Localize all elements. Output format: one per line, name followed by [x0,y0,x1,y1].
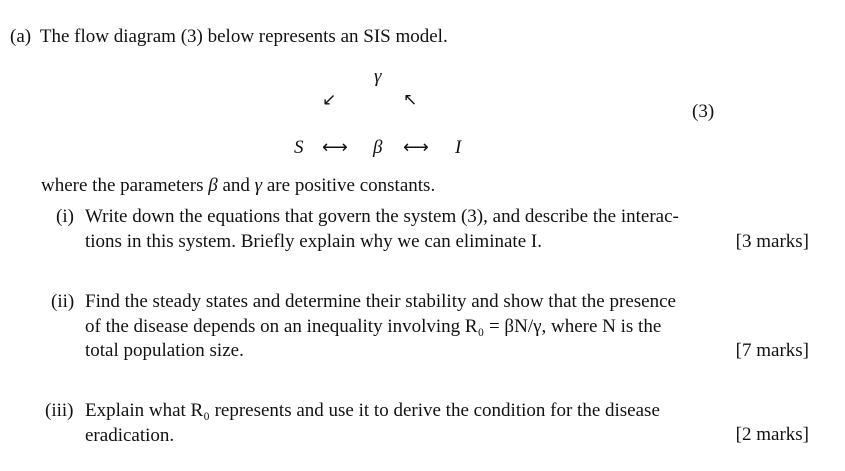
equation-number: (3) [692,101,715,122]
where-prefix: where the parameters [41,175,209,196]
part-ii-line-3: total population size. [85,340,244,361]
node-i: I [455,137,462,158]
question-header [10,26,448,48]
part-ii-label: (ii) [51,291,75,312]
part-i-line-1: Write down the equations that govern the system (3), and describe the interac- [85,206,679,227]
gamma-symbol: γ [374,66,382,87]
node-beta: β [373,137,383,158]
part-ii-line-1: Find the steady states and determine their stability and show that the presence [85,291,676,312]
question-label: (a) [10,26,32,47]
node-s: S [294,137,304,158]
double-arrow-s-beta-icon: ⟷ [322,137,348,158]
part-iii-line-2: eradication. [85,424,175,446]
where-mid: and [217,175,255,196]
where-suffix: are positive constants. [262,175,436,196]
arrow-down-left-icon: ↙ [322,90,337,110]
part-ii-line-2: of the disease depends on an inequality involving R₀ = βN/γ, where N is the [85,315,662,337]
part-i-text [85,205,725,254]
where-beta: β [208,175,218,196]
part-i-label: (i) [56,206,74,227]
where-gamma: γ [254,175,263,196]
part-ii-marks: [7 marks] [735,340,809,361]
part-ii-text [85,290,725,364]
part-iii-marks: [2 marks] [735,424,809,445]
part-i-marks: [3 marks] [735,231,809,252]
parameters-sentence [41,175,435,197]
part-i-line-2: tions in this system. Briefly explain why we can eliminate I. [85,230,542,252]
part-iii-line-1: Explain what R₀ represents and use it to derive the condition for the disease [85,400,660,421]
arrow-up-left-icon: ↖ [403,90,418,110]
double-arrow-beta-i-icon: ⟷ [403,137,429,158]
part-iii-text [85,399,725,448]
question-intro: The flow diagram (3) below represents an SIS model. [39,26,448,47]
part-iii-label: (iii) [45,400,74,421]
